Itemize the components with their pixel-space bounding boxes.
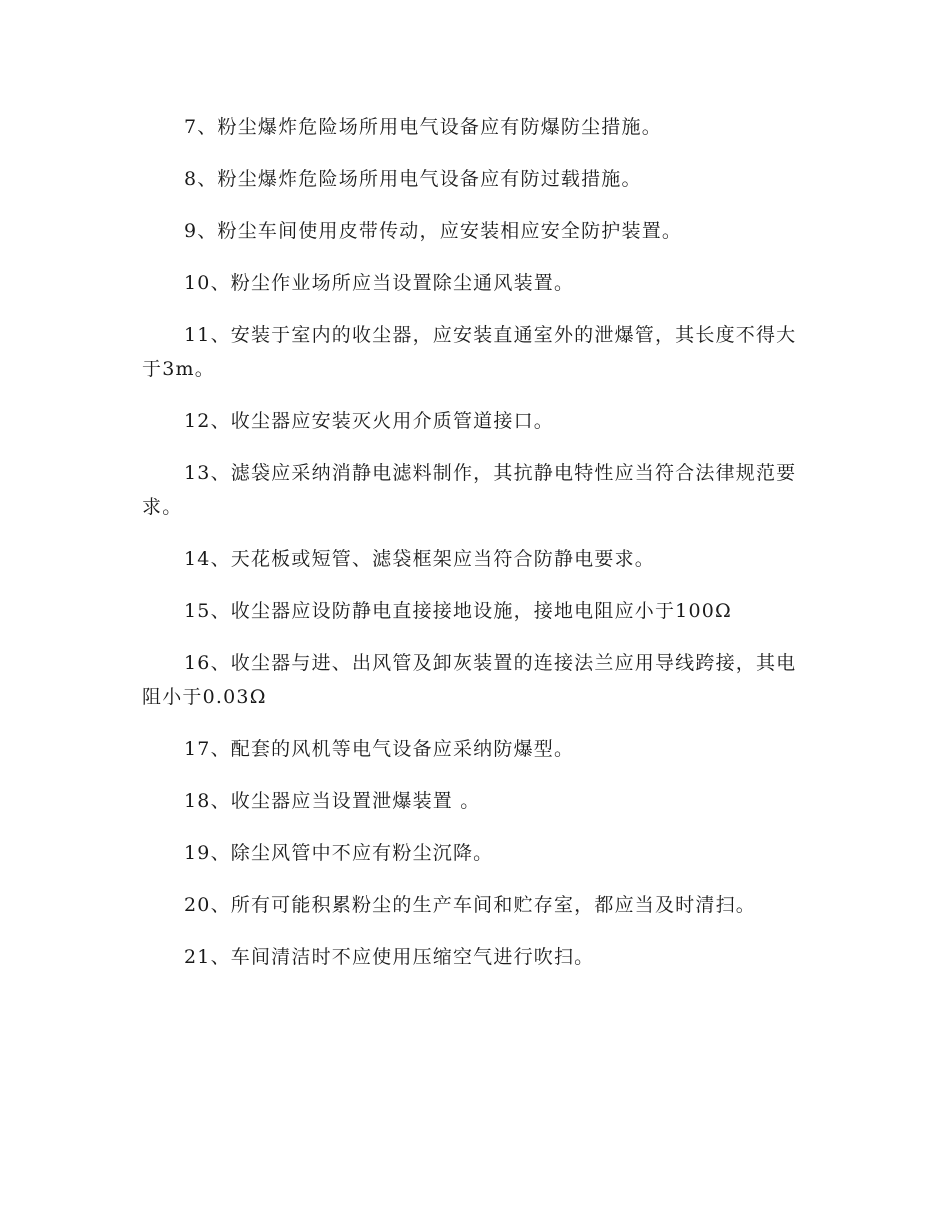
paragraph-item-7: 7、粉尘爆炸危险场所用电气设备应有防爆防尘措施。 — [184, 116, 662, 138]
paragraph-item-18: 18、收尘器应当设置泄爆装置 。 — [184, 790, 481, 812]
paragraph-item-11: 11、安装于室内的收尘器，应安装直通室外的泄爆管，其长度不得大于3m。 — [142, 324, 797, 380]
paragraph-item-15: 15、收尘器应设防静电直接接地设施，接地电阻应小于100Ω — [184, 600, 732, 622]
paragraph-item-19: 19、除尘风管中不应有粉尘沉降。 — [184, 842, 494, 864]
paragraph-item-13: 13、滤袋应采纳消静电滤料制作，其抗静电特性应当符合法律规范要求。 — [142, 462, 797, 518]
paragraph-item-17: 17、配套的风机等电气设备应采纳防爆型。 — [184, 738, 575, 760]
paragraph-item-12: 12、收尘器应安装灭火用介质管道接口。 — [184, 410, 554, 432]
paragraph-item-10: 10、粉尘作业场所应当设置除尘通风装置。 — [184, 272, 575, 294]
paragraph-item-16: 16、收尘器与进、出风管及卸灰装置的连接法兰应用导线跨接，其电阻小于0.03Ω — [142, 652, 797, 708]
document-body — [142, 110, 802, 992]
paragraph-item-9: 9、粉尘车间使用皮带传动，应安装相应安全防护装置。 — [184, 220, 683, 242]
paragraph-item-21: 21、车间清洁时不应使用压缩空气进行吹扫。 — [184, 946, 595, 968]
paragraph-item-14: 14、天花板或短管、滤袋框架应当符合防静电要求。 — [184, 548, 655, 570]
paragraph-item-20: 20、所有可能积累粉尘的生产车间和贮存室，都应当及时清扫。 — [184, 894, 756, 916]
paragraph-item-8: 8、粉尘爆炸危险场所用电气设备应有防过载措施。 — [184, 168, 642, 190]
